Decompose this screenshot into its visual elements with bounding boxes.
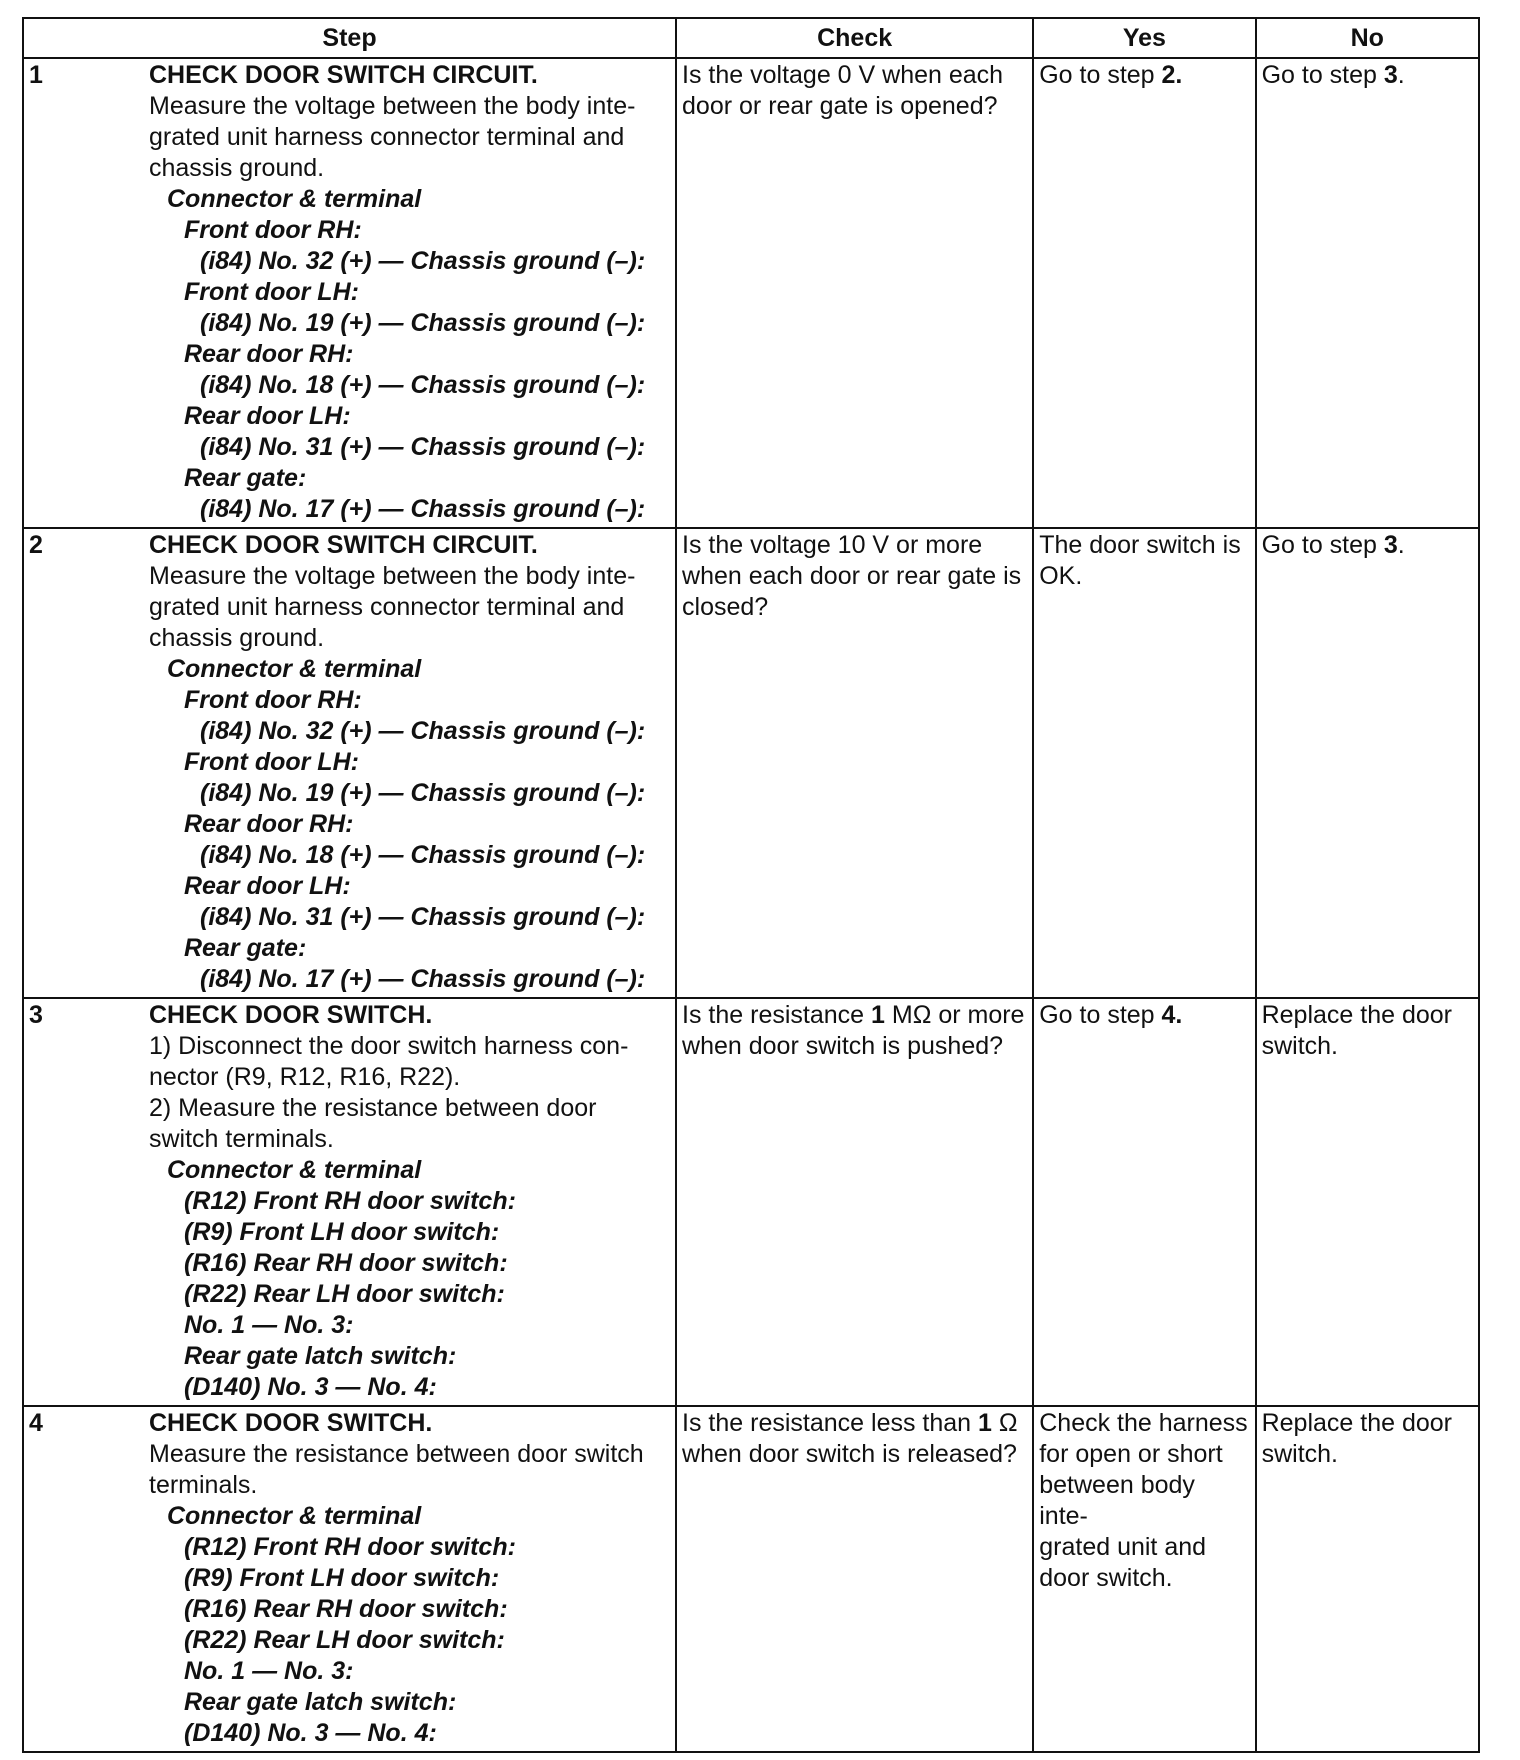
step-cell (23, 1406, 676, 1752)
header-step: Step (23, 18, 676, 58)
terminal-value: (i84) No. 32 (+) — Chassis ground (–): (200, 717, 646, 745)
step-text-line: 2) Measure the resistance between door (149, 1094, 597, 1122)
check-text-line: when door switch is pushed? (682, 1032, 1004, 1060)
terminal-value: (i84) No. 18 (+) — Chassis ground (–): (200, 841, 646, 869)
step-text-line: chassis ground. (149, 154, 325, 182)
step-number: 3 (29, 1001, 43, 1029)
yes-step-ref: 2. (1161, 61, 1183, 89)
check-prefix: Is the resistance (682, 1001, 872, 1029)
header-yes: Yes (1033, 18, 1255, 58)
check-text-line: when each door or rear gate is (682, 562, 1022, 590)
terminal-line: (R16) Rear RH door switch: (184, 1249, 508, 1277)
terminal-label: Rear door RH: (184, 340, 354, 368)
yes-cell (1033, 1406, 1255, 1752)
no-cell (1256, 1406, 1479, 1752)
connector-heading: Connector & terminal (167, 655, 422, 683)
no-suffix: . (1397, 531, 1405, 559)
check-value: 1 (871, 1001, 885, 1029)
step-title: CHECK DOOR SWITCH CIRCUIT. (149, 61, 538, 89)
check-text-line: when door switch is released? (682, 1440, 1017, 1468)
terminal-label: Rear door LH: (184, 402, 351, 430)
check-cell (676, 58, 1033, 528)
step-text-line: Measure the resistance between door switch (149, 1440, 644, 1468)
check-text-line: Is the voltage 10 V or more (682, 531, 983, 559)
yes-step-ref: 4. (1161, 1001, 1183, 1029)
yes-text-line: Check the harness (1039, 1409, 1248, 1437)
no-prefix: Go to step (1261, 531, 1384, 559)
step-text-line: chassis ground. (149, 624, 325, 652)
table-row (23, 1406, 1479, 1752)
diagnostic-table (22, 17, 1480, 1753)
terminal-line: (D140) No. 3 — No. 4: (184, 1719, 437, 1747)
table-row (23, 998, 1479, 1406)
terminal-line: Rear gate latch switch: (184, 1688, 457, 1716)
no-cell (1256, 58, 1479, 528)
no-suffix: . (1397, 61, 1405, 89)
yes-text-line: grated unit and (1039, 1533, 1207, 1561)
terminal-line: (R12) Front RH door switch: (184, 1187, 516, 1215)
step-cell (23, 528, 676, 998)
terminal-value: (i84) No. 31 (+) — Chassis ground (–): (200, 433, 646, 461)
step-number: 4 (29, 1409, 43, 1437)
step-cell (23, 58, 676, 528)
terminal-line: Rear gate latch switch: (184, 1342, 457, 1370)
terminal-line: (R9) Front LH door switch: (184, 1564, 500, 1592)
step-text-line: nector (R9, R12, R16, R22). (149, 1063, 461, 1091)
no-step-ref: 3 (1383, 531, 1398, 559)
terminal-label: Rear gate: (184, 934, 307, 962)
check-text-line (682, 1408, 1027, 1439)
terminal-value: (i84) No. 19 (+) — Chassis ground (–): (200, 309, 646, 337)
check-text-line: door or rear gate is opened? (682, 92, 998, 120)
terminal-value: (i84) No. 19 (+) — Chassis ground (–): (200, 779, 646, 807)
check-value: 1 (978, 1409, 992, 1437)
no-text-line: switch. (1261, 1032, 1338, 1060)
no-text-line: Replace the door (1261, 1409, 1452, 1437)
step-text-line: Measure the voltage between the body inte- (149, 92, 636, 120)
check-suffix: Ω (991, 1409, 1018, 1437)
yes-text-line: OK. (1039, 562, 1083, 590)
step-text-line: Measure the voltage between the body inte- (149, 562, 636, 590)
no-step-ref: 3 (1383, 61, 1398, 89)
yes-text-line: door switch. (1039, 1564, 1173, 1592)
connector-heading: Connector & terminal (167, 1156, 422, 1184)
no-prefix: Go to step (1261, 61, 1384, 89)
terminal-value: (i84) No. 17 (+) — Chassis ground (–): (200, 965, 646, 993)
no-text-line: switch. (1261, 1440, 1338, 1468)
check-text-line (682, 1000, 1027, 1031)
terminal-label: Rear gate: (184, 464, 307, 492)
terminal-value: (i84) No. 32 (+) — Chassis ground (–): (200, 247, 646, 275)
terminal-label: Front door LH: (184, 278, 359, 306)
terminal-label: Rear door RH: (184, 810, 354, 838)
header-check: Check (676, 18, 1033, 58)
terminal-label: Front door LH: (184, 748, 359, 776)
check-prefix: Is the resistance less than (682, 1409, 979, 1437)
terminal-value: (i84) No. 31 (+) — Chassis ground (–): (200, 903, 646, 931)
yes-prefix: Go to step (1039, 1001, 1162, 1029)
step-text-line: grated unit harness connector terminal and (149, 123, 625, 151)
step-number: 1 (29, 61, 43, 89)
header-row (23, 18, 1479, 58)
check-cell (676, 998, 1033, 1406)
terminal-line: (R12) Front RH door switch: (184, 1533, 516, 1561)
check-cell (676, 1406, 1033, 1752)
check-text-line: Is the voltage 0 V when each (682, 61, 1004, 89)
table-row (23, 58, 1479, 528)
terminal-label: Front door RH: (184, 686, 362, 714)
check-text-line: closed? (682, 593, 769, 621)
terminal-line: (R22) Rear LH door switch: (184, 1626, 505, 1654)
terminal-label: Front door RH: (184, 216, 362, 244)
terminal-line: (R16) Rear RH door switch: (184, 1595, 508, 1623)
step-text-line: grated unit harness connector terminal and (149, 593, 625, 621)
header-no: No (1256, 18, 1479, 58)
terminal-value: (i84) No. 17 (+) — Chassis ground (–): (200, 495, 646, 523)
step-text-line: 1) Disconnect the door switch harness con- (149, 1032, 629, 1060)
terminal-line: (R9) Front LH door switch: (184, 1218, 500, 1246)
terminal-value: (i84) No. 18 (+) — Chassis ground (–): (200, 371, 646, 399)
step-cell (23, 998, 676, 1406)
check-suffix: MΩ or more (884, 1001, 1025, 1029)
terminal-line: (R22) Rear LH door switch: (184, 1280, 505, 1308)
terminal-label: Rear door LH: (184, 872, 351, 900)
step-title: CHECK DOOR SWITCH CIRCUIT. (149, 531, 538, 559)
yes-cell (1033, 998, 1255, 1406)
terminal-line: No. 1 — No. 3: (184, 1657, 354, 1685)
table-row (23, 528, 1479, 998)
yes-text-line: for open or short (1039, 1440, 1223, 1468)
yes-prefix: Go to step (1039, 61, 1162, 89)
check-cell (676, 528, 1033, 998)
no-cell (1256, 998, 1479, 1406)
step-text-line: terminals. (149, 1471, 258, 1499)
step-title: CHECK DOOR SWITCH. (149, 1001, 433, 1029)
connector-heading: Connector & terminal (167, 1502, 422, 1530)
no-text-line: Replace the door (1261, 1001, 1452, 1029)
yes-text-line: The door switch is (1039, 531, 1241, 559)
step-number: 2 (29, 531, 43, 559)
step-text-line: switch terminals. (149, 1125, 334, 1153)
yes-cell (1033, 528, 1255, 998)
connector-heading: Connector & terminal (167, 185, 422, 213)
yes-cell (1033, 58, 1255, 528)
terminal-line: No. 1 — No. 3: (184, 1311, 354, 1339)
no-cell (1256, 528, 1479, 998)
terminal-line: (D140) No. 3 — No. 4: (184, 1373, 437, 1401)
yes-text-line: between body inte- (1039, 1471, 1195, 1530)
step-title: CHECK DOOR SWITCH. (149, 1409, 433, 1437)
